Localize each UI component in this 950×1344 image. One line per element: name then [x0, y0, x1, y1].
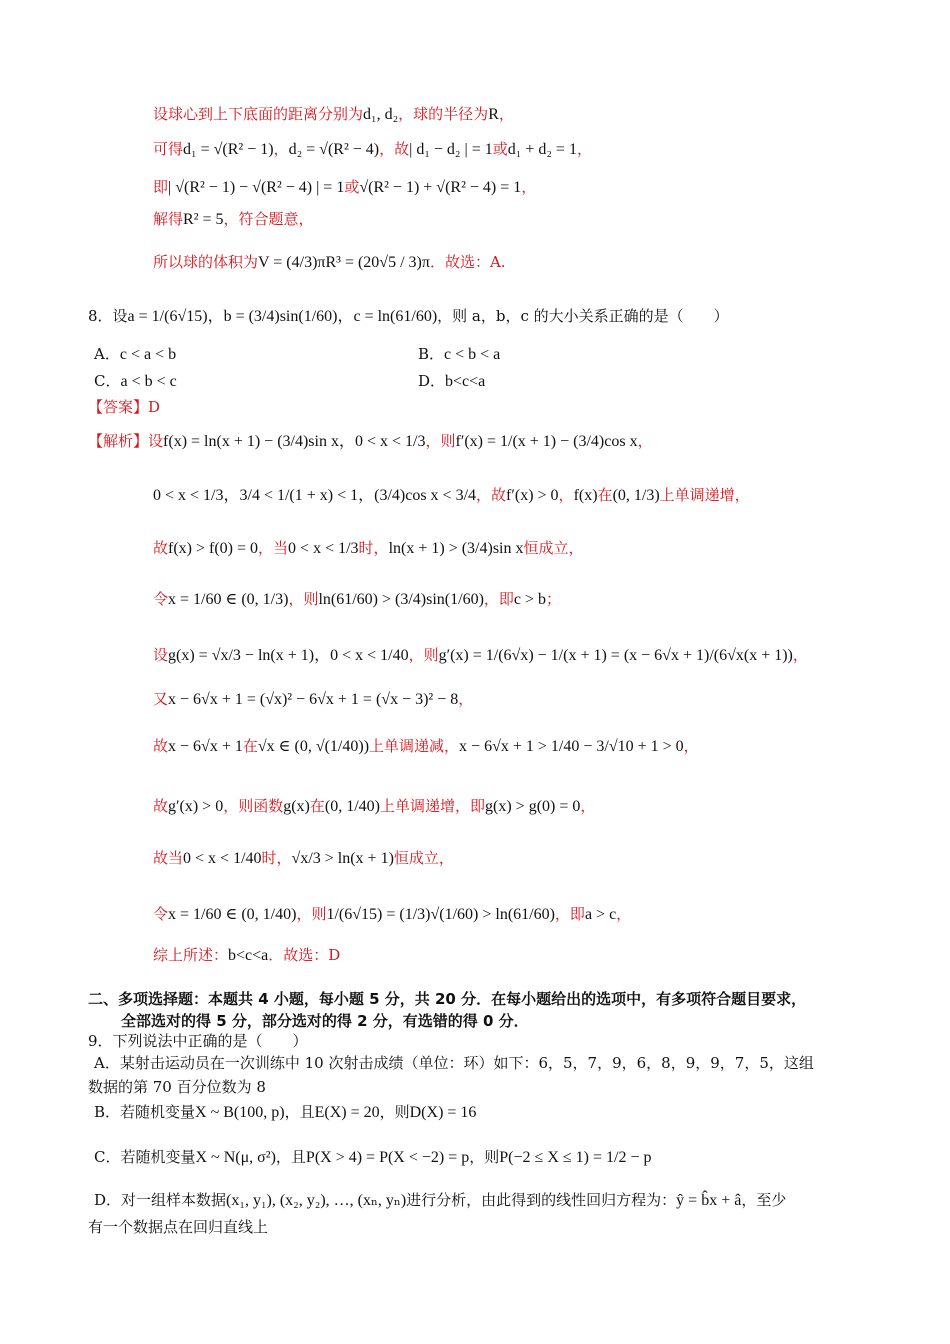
q8-analysis-2: 0 < x < 1/3，3/4 < 1/(1 + x) < 1，(3/4)cos x < 3/4，故f′(x) > 0，f(x)在(0, 1/3)上单调递增， [153, 486, 750, 504]
q8-analysis-4: 令x = 1/60 ∈ (0, 1/3)，则ln(61/60) > (3/4)sin(1/60)，即c > b； [153, 590, 562, 608]
section2-heading-line-1: 二、多项选择题：本题共 4 小题，每小题 5 分，共 20 分．在每小题给出的选项中，有多项符合题目要求， [88, 990, 807, 1008]
q8-option-d[interactable]: D．b<c<a [418, 372, 486, 390]
q8-option-b[interactable]: B．c < b < a [418, 345, 501, 363]
q8-answer: 【答案】D [88, 398, 161, 416]
q8-analysis-8: 故g′(x) > 0，则函数g(x)在(0, 1/40)上单调递增，即g(x) > g(0) = 0， [153, 797, 596, 815]
q8-analysis-3: 故f(x) > f(0) = 0，当0 < x < 1/3时，ln(x + 1) > (3/4)sin x恒成立， [153, 539, 584, 557]
q8-analysis-1: 【解析】设f(x) = ln(x + 1) − (3/4)sin x，0 < x < 1/3，则f′(x) = 1/(x + 1) − (3/4)cos x， [88, 432, 653, 450]
q9-option-a-line-1[interactable]: A．某射击运动员在一次训练中 10 次射击成绩（单位：环）如下：6，5，7，9，6，8，9，9，7，5，这组 [94, 1054, 814, 1072]
q8-analysis-7: 故x − 6√x + 1在√x ∈ (0, √(1/40))上单调递减，x − 6√x + 1 > 1/40 − 3/√10 + 1 > 0， [153, 737, 699, 755]
q8-analysis-11: 综上所述：b<c<a．故选：D [153, 946, 341, 964]
sol7-line-5: 所以球的体积为V = (4/3)πR³ = (20√5 / 3)π．故选：A. [153, 253, 506, 271]
sol7-line-2: 可得d₁ = √(R² − 1)，d₂ = √(R² − 4)，故| d₁ − d₂ | = 1或d₁ + d₂ = 1， [153, 140, 592, 158]
q9-option-d-line-2: 有一个数据点在回归直线上 [88, 1218, 269, 1236]
q8-option-c[interactable]: C．a < b < c [94, 372, 177, 390]
q8-option-a[interactable]: A．c < a < b [94, 345, 177, 363]
q9-option-c[interactable]: C．若随机变量X ~ N(μ, σ²)，且P(X > 4) = P(X < −2) = p，则P(−2 ≤ X ≤ 1) = 1/2 − p [94, 1148, 652, 1166]
q9-stem: 9．下列说法中正确的是（ ） [88, 1032, 308, 1050]
sol7-line-1: 设球心到上下底面的距离分别为d₁, d₂，球的半径为R， [153, 105, 514, 123]
q9-option-a-line-2: 数据的第 70 百分位数为 8 [88, 1078, 266, 1096]
q9-option-b[interactable]: B．若随机变量X ~ B(100, p)，且E(X) = 20，则D(X) = 16 [94, 1103, 477, 1121]
q8-analysis-5: 设g(x) = √x/3 − ln(x + 1)，0 < x < 1/40，则g′(x) = 1/(6√x) − 1/(x + 1) = (x − 6√x + 1)/(6√x(x + 1))， [153, 646, 808, 664]
q8-stem: 8．设a = 1/(6√15)，b = (3/4)sin(1/60)，c = ln(61/60)，则 a，b，c 的大小关系正确的是（ ） [88, 307, 729, 325]
q8-analysis-9: 故当0 < x < 1/40时，√x/3 > ln(x + 1)恒成立， [153, 849, 454, 867]
sol7-line-4: 解得R² = 5，符合题意， [153, 210, 314, 228]
q8-analysis-6: 又x − 6√x + 1 = (√x)² − 6√x + 1 = (√x − 3)² − 8， [153, 690, 474, 708]
q8-analysis-10: 令x = 1/60 ∈ (0, 1/40)，则1/(6√15) = (1/3)√(1/60) > ln(61/60)，即a > c， [153, 905, 632, 923]
section2-heading-line-2: 全部选对的得 5 分，部分选对的得 2 分，有选错的得 0 分． [121, 1012, 529, 1030]
q9-option-d[interactable]: D．对一组样本数据(x₁, y₁), (x₂, y₂), …, (xₙ, yₙ)进行分析，由此得到的线性回归方程为：ŷ = b̂x + â，至少 [94, 1191, 787, 1209]
sol7-line-3: 即| √(R² − 1) − √(R² − 4) | = 1或√(R² − 1) + √(R² − 4) = 1， [153, 178, 537, 196]
